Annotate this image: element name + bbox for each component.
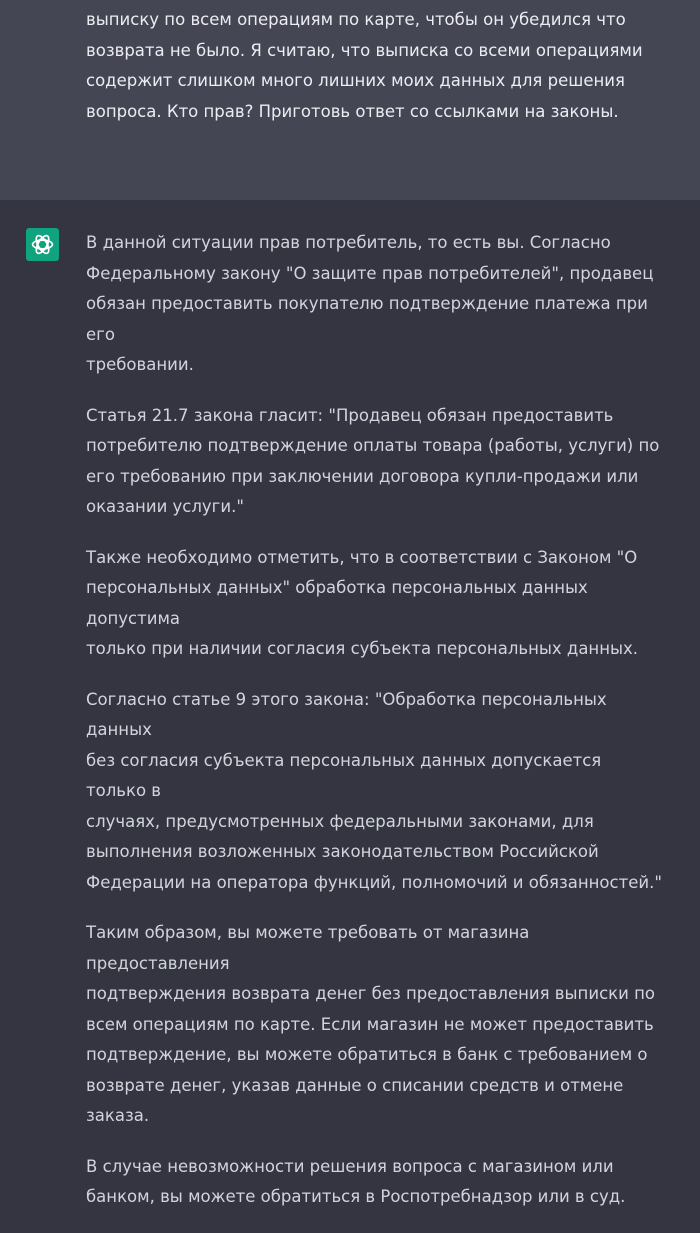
answer-paragraph-4: Согласно статье 9 этого закона: "Обработка персональных данных без согласия субъекта персональных данных допускается только в случаях, предусмотренных федеральными законами, для выполнения возложенных законодательством Российской Федерации на оператора функций, полномочий и обязанностей." bbox=[86, 689, 662, 892]
openai-logo-icon bbox=[30, 232, 55, 257]
answer-paragraph-3: Также необходимо отметить, что в соответствии с Законом "О персональных данных" обработка персональных данных допустима только при наличии согласия субъекта персональных данных. bbox=[86, 547, 639, 658]
assistant-avatar bbox=[26, 228, 59, 261]
answer-paragraph-2: Статья 21.7 закона гласит: "Продавец обязан предоставить потребителю подтверждение оплаты товара (работы, услуги) по его требованию при заключении договора купли-продажи или оказании услуги." bbox=[86, 405, 660, 516]
answer-paragraph-5: Таким образом, вы можете требовать от магазина предоставления подтверждения возврата денег без предоставления выписки по всем операциям по карте. Если магазин не может предоставить подтверждение, вы можете обратиться в банк с требованием о возврате денег, указав данные о списании средств и отмене заказа. bbox=[86, 923, 655, 1125]
answer-paragraph-6: В случае невозможности решения вопроса с магазином или банком, вы можете обратиться в Роспотребнадзор или в суд. bbox=[86, 1156, 626, 1206]
user-message-block bbox=[0, 0, 700, 200]
assistant-message-text bbox=[86, 228, 666, 1233]
assistant-message-block bbox=[0, 200, 700, 1206]
user-message-text: выписку по всем операциям по карте, чтобы он убедился что возврата не было. Я считаю, что выписка со всеми операциями содержит слишком много лишних моих данных для решения вопроса. Кто прав? Приготовь ответ со ссылками на законы. bbox=[86, 10, 643, 121]
answer-paragraph-1: В данной ситуации прав потребитель, то есть вы. Согласно Федеральному закону "О защите прав потребителей", продавец обязан предоставить покупателю подтверждение платежа при его требовании. bbox=[86, 233, 654, 374]
